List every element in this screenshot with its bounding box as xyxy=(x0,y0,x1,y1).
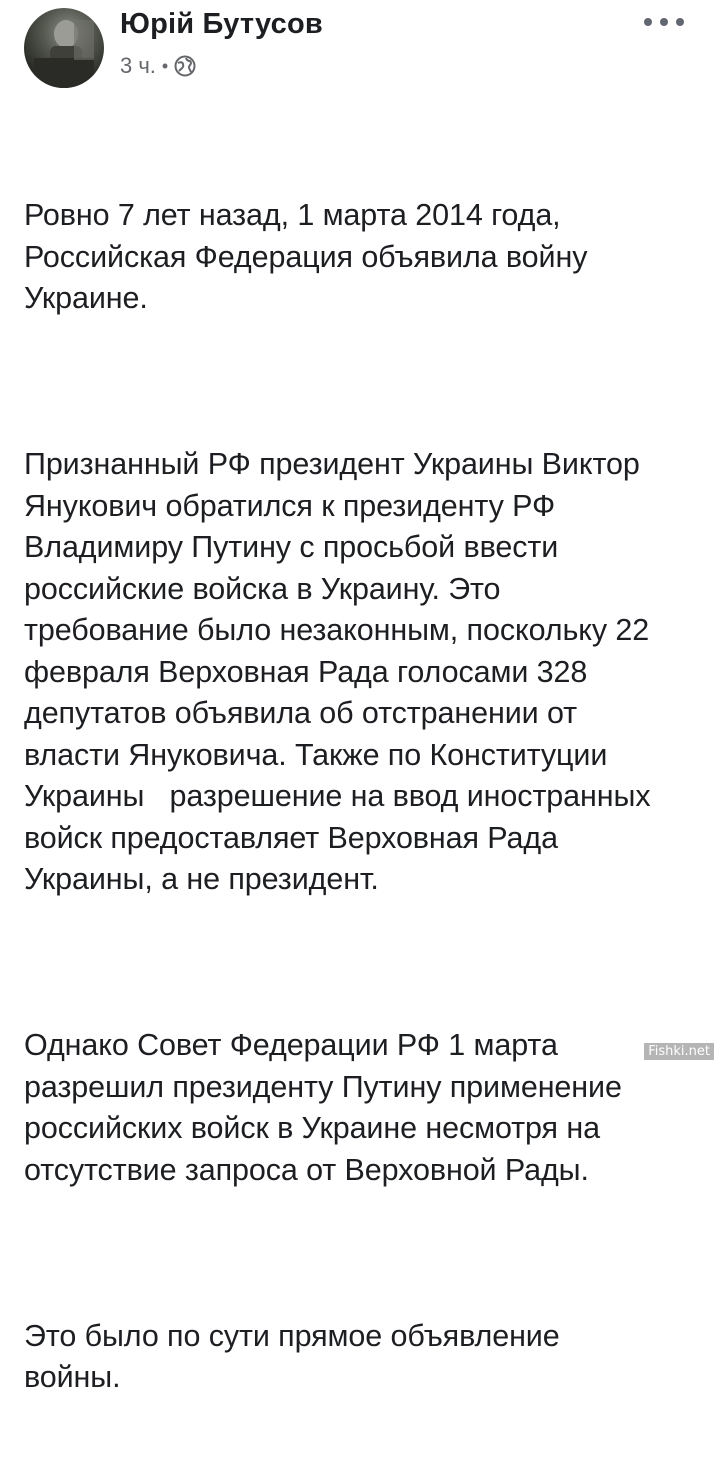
post-header xyxy=(0,0,720,100)
globe-icon[interactable] xyxy=(174,55,196,77)
post-paragraph: Признанный РФ президент Украины Виктор Янукович обратился к президенту РФ Владимиру Путину с просьбой ввести российские войска в Украину. Это требование было незаконным, поскольку 22 февраля Верховная Рада голосами 328 депутатов объявила об отстранении от власти Януковича. Также по Конституции Украины разрешение на ввод иностранных войск предоставляет Верховная Рада Украины, а не президент. xyxy=(24,447,651,896)
post-paragraph: Однако Совет Федерации РФ 1 марта разрешил президенту Путину применение российских войск в Украине несмотря на отсутствие запроса от Верховной Рады. xyxy=(24,1028,622,1187)
post-paragraph: Это было по сути прямое объявление войны. xyxy=(24,1318,560,1394)
post-paragraph: Ровно 7 лет назад, 1 марта 2014 года, Российская Федерация объявила войну Украине. xyxy=(24,198,588,315)
author-avatar[interactable] xyxy=(24,8,104,88)
watermark: Fishki.net xyxy=(644,1043,714,1060)
author-name[interactable]: Юрій Бутусов xyxy=(120,8,323,40)
post-time[interactable]: 3 ч. xyxy=(120,53,156,78)
avatar-photo xyxy=(24,8,104,88)
post-meta xyxy=(120,52,196,80)
post-text xyxy=(24,112,704,1482)
meta-separator: • xyxy=(161,55,169,76)
more-options-icon[interactable] xyxy=(644,10,684,34)
